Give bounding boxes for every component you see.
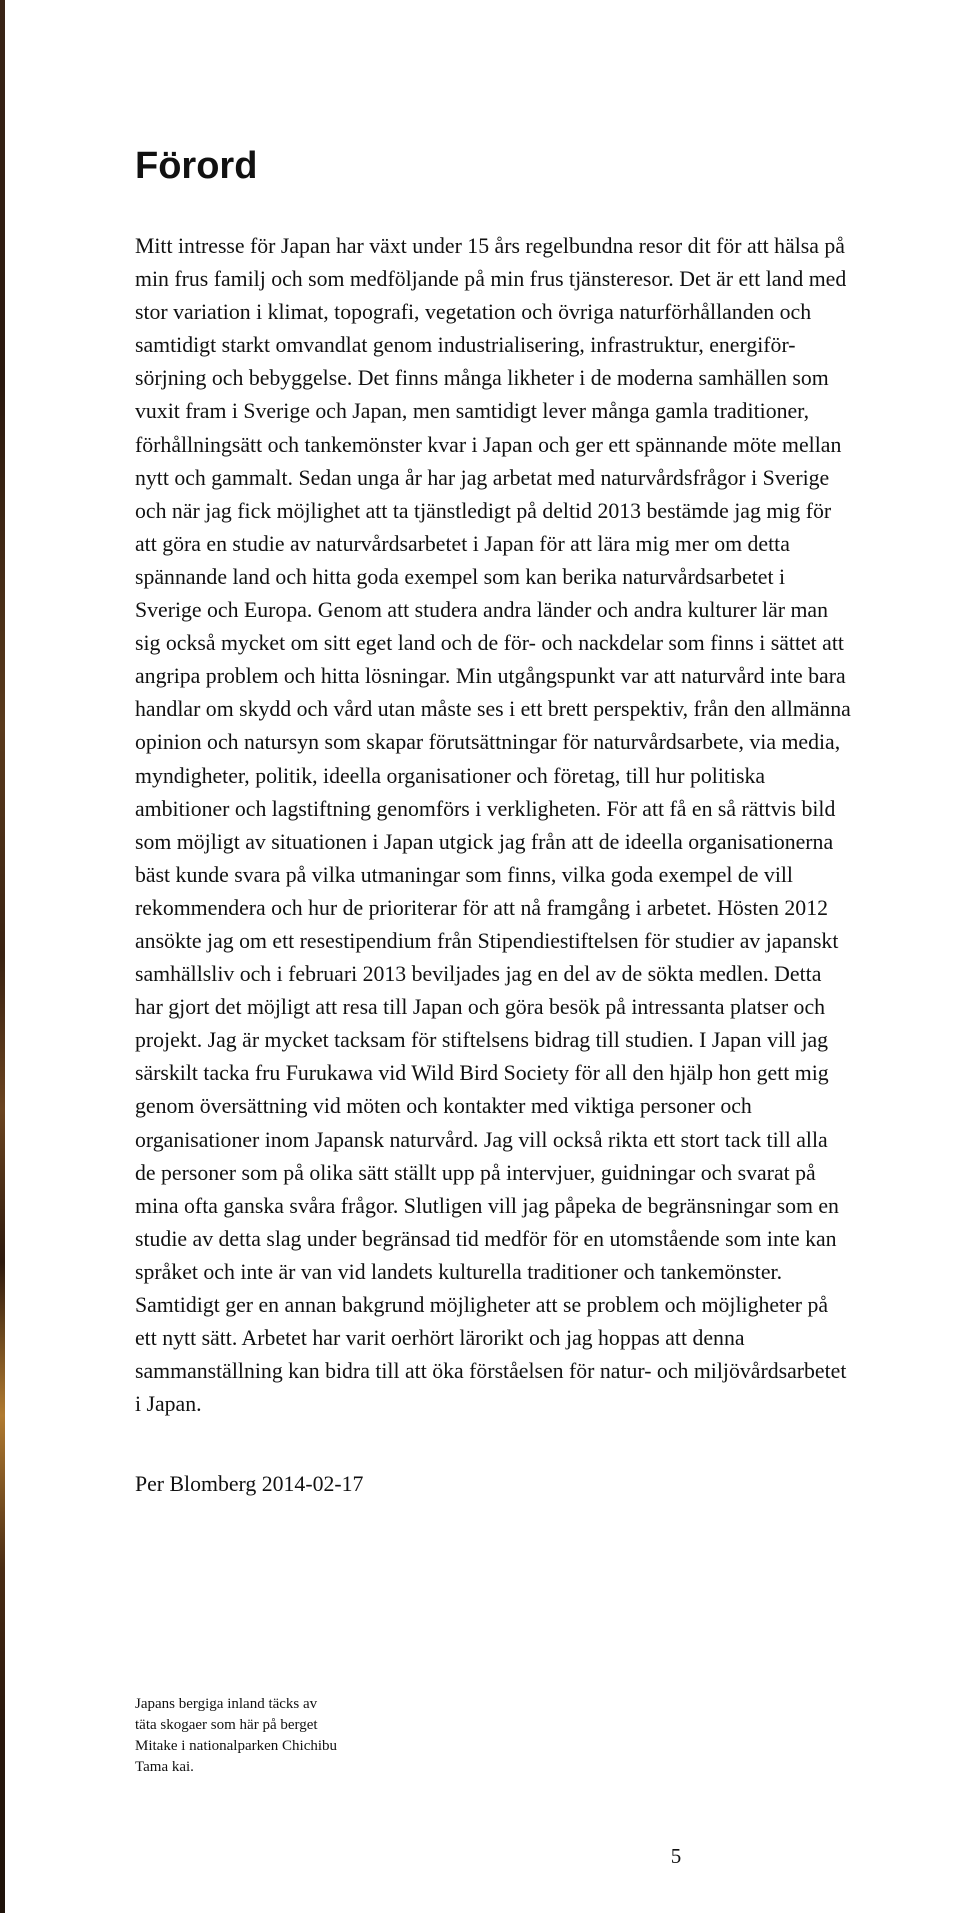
text-line: ett nytt sätt. Arbetet har varit oerhört lärorikt och jag hoppas att denna xyxy=(135,1326,745,1351)
author-signature-line: Per Blomberg 2014-02-17 xyxy=(135,1472,364,1496)
text-line: Japans bergiga inland täcks av xyxy=(135,1696,318,1712)
text-line: bäst kunde svara på vilka utmaningar som finns, vilka goda exempel de vill xyxy=(135,862,793,887)
page-title: Förord xyxy=(135,145,258,187)
text-line: och när jag fick möjlighet att ta tjänstledigt på deltid 2013 bestämde jag mig för xyxy=(135,498,832,523)
text-line: de personer som på olika sätt ställt upp på intervjuer, guidningar och svarat på xyxy=(135,1160,816,1185)
text-line: särskilt tacka fru Furukawa vid Wild Bird Society för all den hjälp hon gett mig xyxy=(135,1061,829,1086)
text-line: täta skogaer som här på berget xyxy=(135,1717,318,1733)
text-line: myndigheter, politik, ideella organisationer och företag, till hur politiska xyxy=(135,763,766,788)
text-line: projekt. Jag är mycket tacksam för stiftelsens bidrag till studien. I Japan vill jag xyxy=(135,1028,829,1053)
foreword-body xyxy=(135,230,960,1421)
text-line: har gjort det möjligt att resa till Japan och göra besök på intressanta platser och xyxy=(135,995,826,1020)
text-line: angripa problem och hitta lösningar. Min utgångspunkt var att naturvård inte bara xyxy=(135,664,846,689)
text-line: Mitt intresse för Japan har växt under 15 års regelbundna resor dit för att hälsa på xyxy=(135,234,845,258)
text-line: genom översättning vid möten och kontakter med viktiga personer och xyxy=(135,1094,752,1119)
text-line: spännande land och hitta goda exempel som kan berika naturvårdsarbetet i xyxy=(135,564,786,589)
text-line: ansökte jag om ett resestipendium från Stipendiestiftelsen för studier av japanskt xyxy=(135,928,839,953)
text-line: organisationer inom Japansk naturvård. Jag vill också rikta ett stort tack till alla xyxy=(135,1127,828,1152)
text-line: språket och inte är van vid landets kulturella traditioner och tankemönster. xyxy=(135,1259,783,1284)
text-line: min frus familj och som medföljande på min frus tjänsteresor. Det är ett land med xyxy=(135,267,847,292)
text-line: nytt och gammalt. Sedan unga år har jag arbetat med naturvårdsfrågor i Sverige xyxy=(135,465,830,490)
text-line: Tama kai. xyxy=(135,1759,194,1775)
text-line: handlar om skydd och vård utan måste ses i ett brett perspektiv, från den allmänna xyxy=(135,697,851,722)
text-line: som möjligt av situationen i Japan utgick jag från att de ideella organisationerna xyxy=(135,829,834,854)
text-line: stor variation i klimat, topografi, vegetation och övriga naturförhållanden och xyxy=(135,300,812,325)
text-line: rekommendera och hur de prioriterar för att nå framgång i arbetet. Hösten 2012 xyxy=(135,895,828,920)
text-line: i Japan. xyxy=(135,1392,202,1417)
text-line: sig också mycket om sitt eget land och de för- och nackdelar som finns i sättet att xyxy=(135,631,844,656)
text-line: Mitake i nationalparken Chichibu xyxy=(135,1738,338,1754)
text-line: opinion och natursyn som skapar förutsättningar för naturvårdsarbete, via media, xyxy=(135,730,841,755)
photo-caption xyxy=(135,1694,405,1778)
text-line: vuxit fram i Sverige och Japan, men samtidigt lever många gamla traditioner, xyxy=(135,399,810,424)
text-line: sörjning och bebyggelse. Det finns många likheter i de moderna samhällen som xyxy=(135,366,829,391)
text-line: sammanställning kan bidra till att öka förståelsen för natur- och miljövårdsarbetet xyxy=(135,1359,847,1384)
text-line: samtidigt starkt omvandlat genom industrialisering, infrastruktur, energiför- xyxy=(135,333,796,358)
text-line: mina ofta ganska svåra frågor. Slutligen vill jag påpeka de begränsningar som en xyxy=(135,1193,839,1218)
text-line: ambitioner och lagstiftning genomförs i verkligheten. För att få en så rättvis bild xyxy=(135,796,836,821)
text-line: Sverige och Europa. Genom att studera andra länder och andra kulturer lär man xyxy=(135,598,828,623)
text-line: Samtidigt ger en annan bakgrund möjligheter att se problem och möjligheter på xyxy=(135,1293,829,1317)
page-edge-strip xyxy=(0,0,5,1913)
text-line: förhållningsätt och tankemönster kvar i Japan och ger ett spännande möte mellan xyxy=(135,432,842,457)
text-line: studie av detta slag under begränsad tid medför för en utomstående som inte kan xyxy=(135,1226,837,1251)
text-line: att göra en studie av naturvårdsarbetet i Japan för att lära mig mer om detta xyxy=(135,531,790,556)
page-number: 5 xyxy=(670,1844,682,1868)
text-line: samhällsliv och i februari 2013 beviljades jag en del av de sökta medlen. Detta xyxy=(135,962,822,987)
